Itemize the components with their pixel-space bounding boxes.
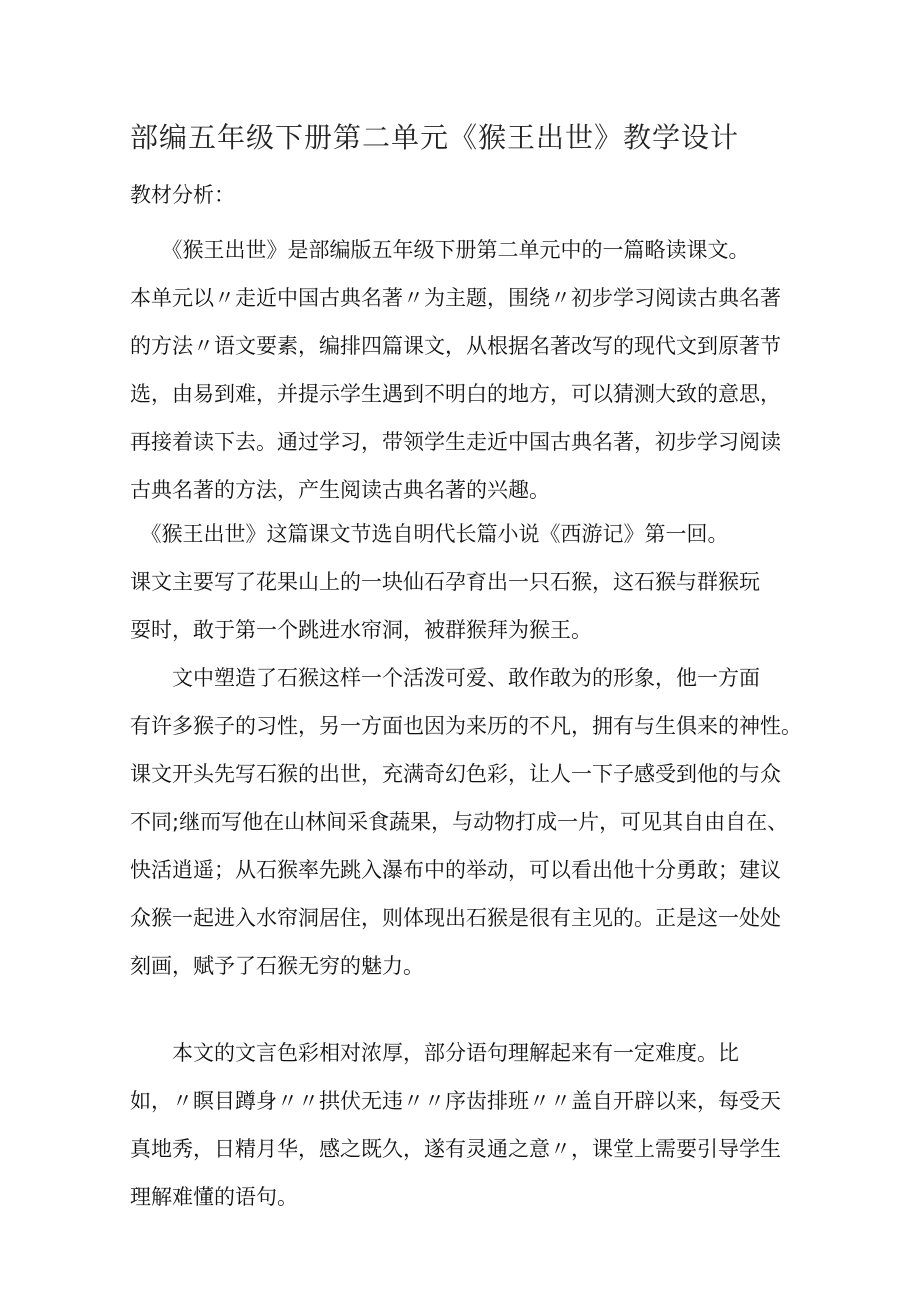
text-line: 课文开头先写石猴的出世，充满奇幻色彩，让人一下子感受到他的与众 (130, 762, 781, 786)
text-line: 快活逍遥；从石猴率先跳入瀑布中的举动，可以看出他十分勇敢；建议 (130, 858, 781, 882)
text-line: 的方法〃语文要素，编排四篇课文，从根据名著改写的现代文到原著节 (130, 334, 781, 358)
text-line: 如，〃瞑目蹲身〃〃拱伏无违〃〃序齿排班〃〃盖自开辟以来，每受天 (130, 1089, 781, 1113)
paragraph-textbook-overview (130, 226, 820, 514)
paragraph-text-source (130, 510, 820, 654)
text-line: 理解难懂的语句。 (130, 1185, 298, 1209)
text-line: 本文的文言色彩相对浓厚，部分语句理解起来有一定难度。比 (130, 1041, 739, 1065)
text-line: 本单元以〃走近中国古典名著〃为主题，围绕〃初步学习阅读古典名著 (130, 286, 781, 310)
text-line: 古典名著的方法，产生阅读古典名著的兴趣。 (130, 478, 550, 502)
text-line: 众猴一起进入水帘洞居住，则体现出石猴是很有主见的。正是这一处处 (130, 906, 781, 930)
text-line: 选，由易到难，并提示学生遇到不明白的地方，可以猜测大致的意思， (130, 382, 781, 406)
text-line: 真地秀，日精月华，感之既久，遂有灵通之意〃，课堂上需要引导学生 (130, 1137, 781, 1161)
text-line: 刻画，赋予了石猴无穷的魅力。 (130, 954, 424, 978)
paragraph-character-analysis (130, 654, 820, 990)
paragraph-classical-language (130, 1029, 820, 1221)
section-heading: 教材分析： (130, 183, 235, 207)
text-line: 再接着读下去。通过学习，带领学生走近中国古典名著，初步学习阅读 (130, 430, 781, 454)
text-line: 《猴王出世》这篇课文节选自明代长篇小说《西游记》第一回。 (130, 522, 729, 546)
text-line: 有许多猴子的习性，另一方面也因为来历的不凡，拥有与生俱来的神性。 (130, 714, 802, 738)
text-line: 《猴王出世》是部编版五年级下册第二单元中的一篇略读课文。 (130, 238, 750, 262)
text-line: 不同;继而写他在山林间采食蔬果，与动物打成一片，可见其自由自在、 (130, 810, 789, 834)
text-line: 文中塑造了石猴这样一个活泼可爱、敢作敢为的形象，他一方面 (130, 666, 760, 690)
document-title: 部编五年级下册第二单元《猴王出世》教学设计 (130, 121, 740, 154)
text-line: 课文主要写了花果山上的一块仙石孕育出一只石猴，这石猴与群猴玩 (130, 570, 760, 594)
text-line: 耍时，敢于第一个跳进水帘洞，被群猴拜为猴王。 (130, 618, 592, 642)
